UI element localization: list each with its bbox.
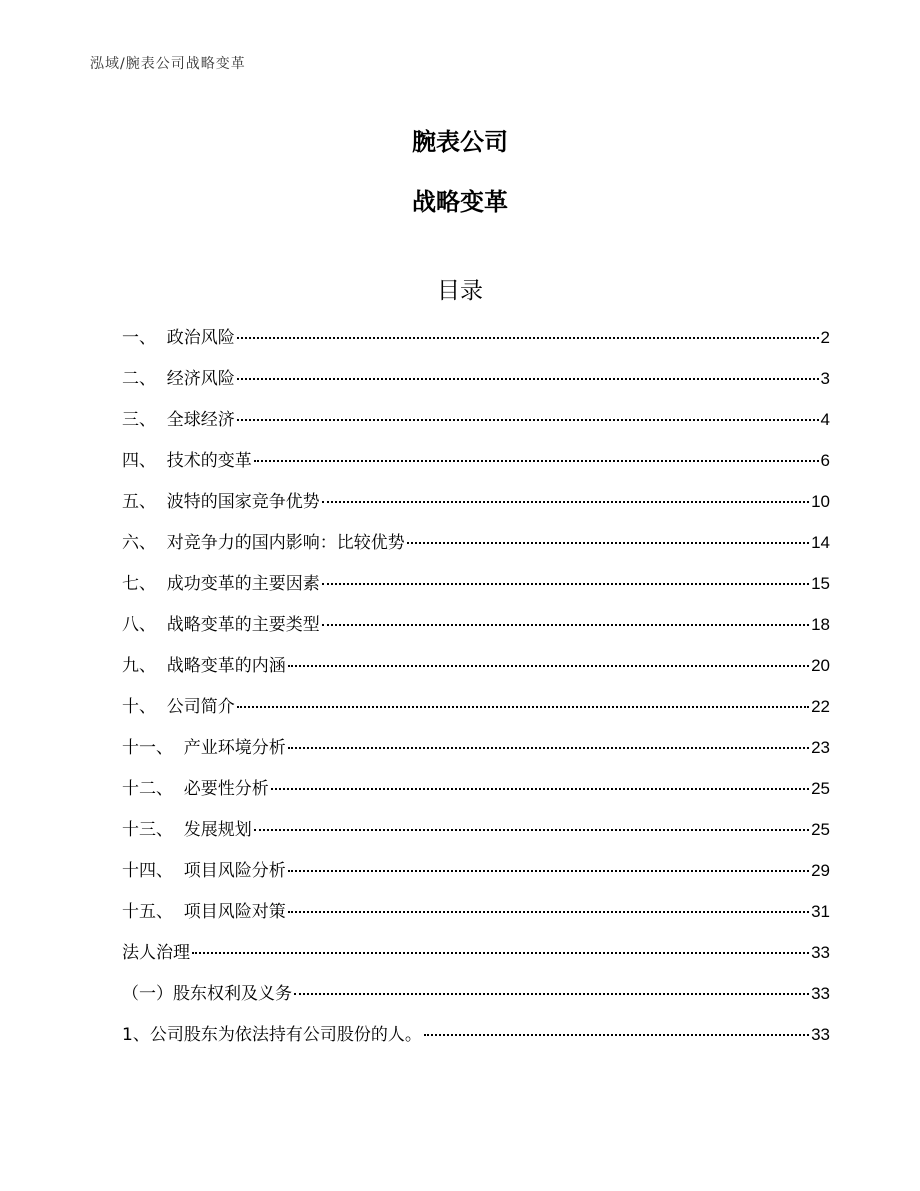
toc-entry[interactable] bbox=[122, 446, 830, 487]
toc-entry[interactable] bbox=[122, 856, 830, 897]
toc-entry-label: 六、 对竞争力的国内影响：比较优势 bbox=[122, 533, 405, 553]
toc-entry-label: 十一、 产业环境分析 bbox=[122, 738, 286, 758]
toc-leader-dots bbox=[288, 911, 809, 913]
toc-entry[interactable] bbox=[122, 979, 830, 1020]
toc-entry-page: 2 bbox=[820, 328, 830, 347]
toc-leader-dots bbox=[288, 665, 809, 667]
toc-entry[interactable] bbox=[122, 405, 830, 446]
toc-entry-page: 33 bbox=[811, 943, 830, 962]
toc-entry-label: 二、 经济风险 bbox=[122, 369, 235, 389]
toc-leader-dots bbox=[237, 419, 819, 421]
toc-leader-dots bbox=[288, 747, 809, 749]
toc-entry-label: 一、 政治风险 bbox=[122, 328, 235, 348]
toc-entry-page: 4 bbox=[820, 410, 830, 429]
toc-entry-page: 25 bbox=[811, 779, 830, 798]
toc-entry-label: 十三、 发展规划 bbox=[122, 820, 252, 840]
toc-entry-label: 十五、 项目风险对策 bbox=[122, 902, 286, 922]
toc-entry-label: 八、 战略变革的主要类型 bbox=[122, 615, 320, 635]
toc-leader-dots bbox=[322, 501, 809, 503]
toc-leader-dots bbox=[294, 993, 809, 995]
toc-entry-page: 25 bbox=[811, 820, 830, 839]
toc-entry-page: 20 bbox=[811, 656, 830, 675]
toc-entry-label: 十、 公司简介 bbox=[122, 697, 235, 717]
document-subtitle: 战略变革 bbox=[412, 188, 508, 216]
toc-entry[interactable] bbox=[122, 528, 830, 569]
toc-leader-dots bbox=[407, 542, 809, 544]
toc-entry-label: 三、 全球经济 bbox=[122, 410, 235, 430]
toc-entry[interactable] bbox=[122, 938, 830, 979]
toc-entry-label: 七、 成功变革的主要因素 bbox=[122, 574, 320, 594]
toc-leader-dots bbox=[288, 870, 809, 872]
toc-entry[interactable] bbox=[122, 323, 830, 364]
toc-entry-page: 23 bbox=[811, 738, 830, 757]
toc-entry-page: 18 bbox=[811, 615, 830, 634]
toc-entry-label: 十四、 项目风险分析 bbox=[122, 861, 286, 881]
toc-leader-dots bbox=[237, 337, 819, 339]
toc-leader-dots bbox=[237, 706, 809, 708]
toc-heading: 目录 bbox=[437, 278, 483, 304]
toc-entry[interactable] bbox=[122, 774, 830, 815]
toc-leader-dots bbox=[322, 583, 809, 585]
toc-leader-dots bbox=[192, 952, 809, 954]
running-header: 泓域/腕表公司战略变革 bbox=[90, 56, 246, 72]
toc-entry[interactable] bbox=[122, 692, 830, 733]
toc-entry[interactable] bbox=[122, 897, 830, 938]
toc-entry-label: 十二、 必要性分析 bbox=[122, 779, 269, 799]
toc-entry[interactable] bbox=[122, 487, 830, 528]
toc-entry-label: 1、公司股东为依法持有公司股份的人。 bbox=[122, 1025, 422, 1045]
toc-entry-page: 31 bbox=[811, 902, 830, 921]
toc-entry[interactable] bbox=[122, 610, 830, 651]
toc-entry[interactable] bbox=[122, 651, 830, 692]
toc-leader-dots bbox=[424, 1034, 809, 1036]
toc-entry-label: 九、 战略变革的内涵 bbox=[122, 656, 286, 676]
toc-entry-page: 14 bbox=[811, 533, 830, 552]
toc-entry[interactable] bbox=[122, 815, 830, 856]
toc-entry-page: 10 bbox=[811, 492, 830, 511]
toc-entry-label: 四、 技术的变革 bbox=[122, 451, 252, 471]
toc-entry-page: 29 bbox=[811, 861, 830, 880]
toc-entry-page: 6 bbox=[820, 451, 830, 470]
toc-entry-label: 五、 波特的国家竞争优势 bbox=[122, 492, 320, 512]
toc-entry[interactable] bbox=[122, 569, 830, 610]
toc-leader-dots bbox=[237, 378, 819, 380]
toc-entry-page: 33 bbox=[811, 984, 830, 1003]
toc-leader-dots bbox=[254, 460, 819, 462]
toc-entry-page: 15 bbox=[811, 574, 830, 593]
toc-entry-page: 3 bbox=[820, 369, 830, 388]
toc-entry-label: 法人治理 bbox=[122, 943, 190, 963]
document-title: 腕表公司 bbox=[412, 128, 508, 156]
toc-entry-label: （一）股东权利及义务 bbox=[122, 984, 292, 1004]
toc-entry-page: 22 bbox=[811, 697, 830, 716]
toc-entry[interactable] bbox=[122, 364, 830, 405]
toc-leader-dots bbox=[254, 829, 809, 831]
toc-leader-dots bbox=[322, 624, 809, 626]
toc-entry-page: 33 bbox=[811, 1025, 830, 1044]
toc-entry[interactable] bbox=[122, 733, 830, 774]
table-of-contents bbox=[122, 323, 830, 1061]
toc-leader-dots bbox=[271, 788, 809, 790]
toc-entry[interactable] bbox=[122, 1020, 830, 1061]
